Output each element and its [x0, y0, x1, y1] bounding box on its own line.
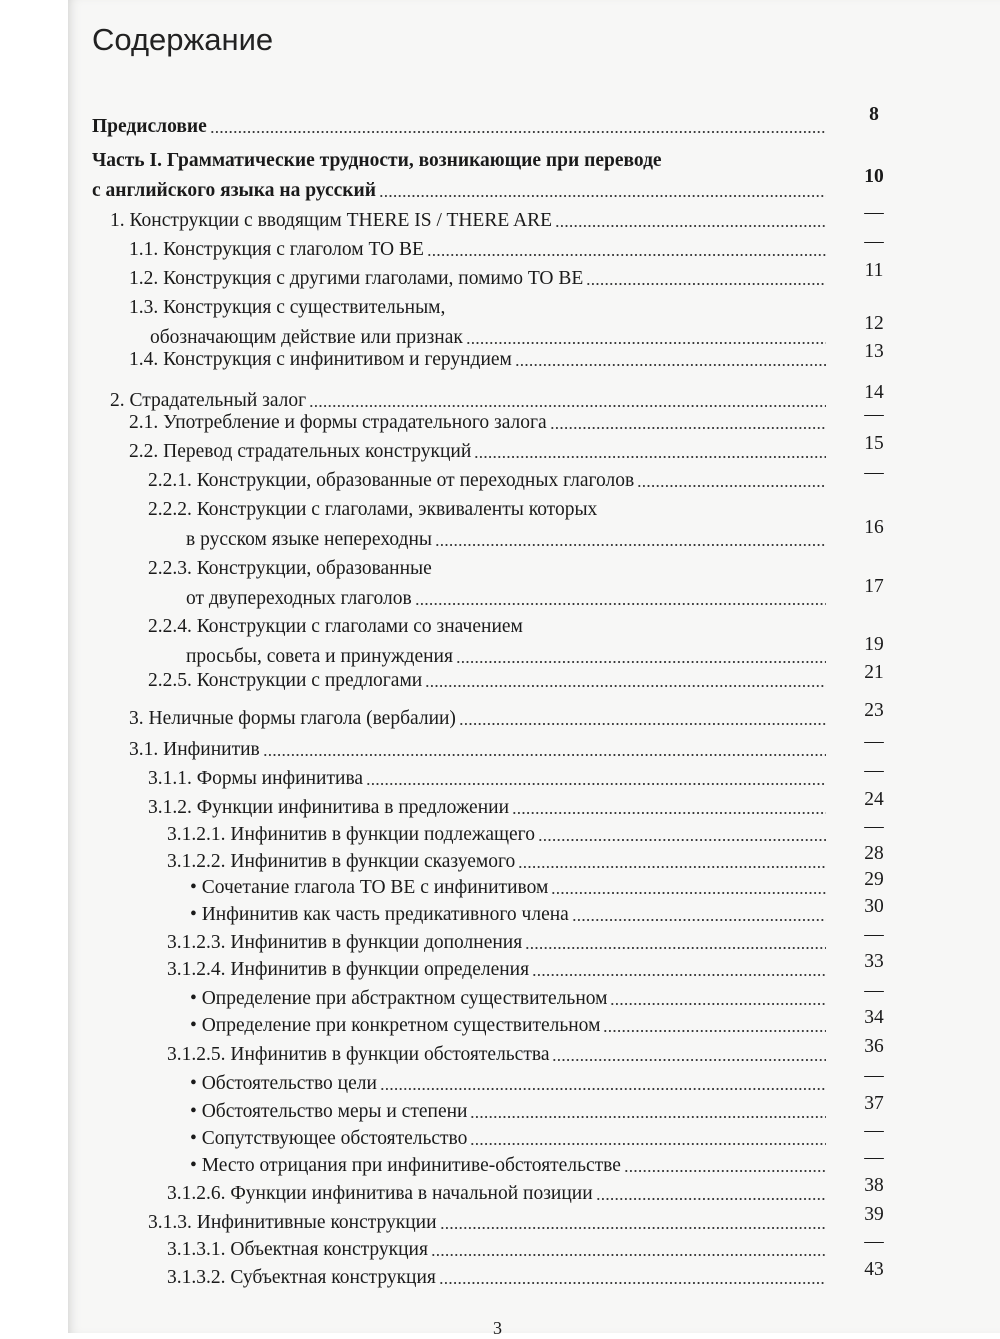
toc-entry-line — [190, 1099, 826, 1125]
toc-entry-line — [129, 237, 826, 263]
toc-page-number: — — [864, 462, 884, 483]
toc-entry-title: • Определение при абстрактном существительном — [190, 988, 608, 1009]
toc-entry-title: просьбы, совета и принуждения — [186, 646, 453, 667]
dot-leader — [555, 224, 826, 228]
dot-leader — [624, 1169, 826, 1173]
toc-entry-title: от двупереходных глаголов — [186, 588, 412, 609]
dot-leader — [366, 782, 826, 786]
toc-entry-line — [129, 737, 826, 763]
toc-page-number: — — [864, 1065, 884, 1086]
toc-page-number: 23 — [864, 700, 884, 721]
toc-entry-title: • Место отрицания при инфинитиве-обстоятельстве — [190, 1155, 621, 1176]
toc-entry-line — [190, 1071, 826, 1097]
footer-page-number: 3 — [493, 1318, 502, 1338]
toc-entry-line — [186, 586, 826, 612]
toc-entry-title: 1.4. Конструкция с инфинитивом и герундием — [129, 349, 512, 370]
dot-leader — [427, 253, 826, 257]
toc-page-number: 12 — [864, 313, 884, 334]
toc-entry-line — [92, 178, 826, 204]
toc-entry-line — [92, 114, 826, 140]
toc-entry-title: • Сопутствующее обстоятельство — [190, 1128, 468, 1149]
toc-entry-line — [190, 902, 826, 928]
toc-entry-title: 3.1.2.1. Инфинитив в функции подлежащего — [167, 824, 535, 845]
dot-leader — [538, 838, 826, 842]
dot-leader — [512, 811, 826, 815]
toc-page-number: 28 — [864, 843, 884, 864]
toc-entry-title: 2.2. Перевод страдательных конструкций — [129, 441, 472, 462]
toc-entry-line — [110, 208, 826, 234]
toc-entry-title: 3.1.3. Инфинитивные конструкции — [148, 1212, 437, 1233]
toc-page-number: 43 — [864, 1259, 884, 1280]
toc-page-number: 17 — [864, 576, 884, 597]
dot-leader — [474, 455, 826, 459]
toc-entry-title: 3.1.2.5. Инфинитив в функции обстоятельства — [167, 1044, 550, 1065]
toc-page-number: 38 — [864, 1175, 884, 1196]
toc-page-number: — — [864, 816, 884, 837]
toc-entry-line — [186, 644, 826, 670]
toc-entry-line — [129, 410, 826, 436]
dot-leader — [440, 1226, 826, 1230]
dot-leader — [515, 363, 826, 367]
dot-leader — [551, 891, 826, 895]
toc-page-number: — — [864, 202, 884, 223]
toc-entry-title: 3.1. Инфинитив — [129, 739, 260, 760]
toc-entry-line — [167, 849, 826, 875]
toc-entry-line — [190, 875, 826, 901]
dot-leader — [459, 722, 826, 726]
toc-entry-title-line1: Часть I. Грамматические трудности, возникающие при переводе — [92, 150, 662, 171]
dot-leader — [586, 282, 826, 286]
toc-entry-line — [167, 822, 826, 848]
toc-page-number: 11 — [864, 260, 884, 281]
toc-page-number: 29 — [864, 869, 884, 890]
toc-page-number: 24 — [864, 789, 884, 810]
toc-entry-title: 3.1.2.3. Инфинитив в функции дополнения — [167, 932, 523, 953]
toc-entry-line — [148, 795, 826, 821]
dot-leader — [532, 973, 826, 977]
toc-page-number: 16 — [864, 517, 884, 538]
toc-page-number: 14 — [864, 382, 884, 403]
dot-leader — [552, 1058, 826, 1062]
toc-page-number: 34 — [864, 1007, 884, 1028]
toc-entry-title: с английского языка на русский — [92, 180, 376, 201]
page-title: Содержание — [92, 22, 274, 57]
toc-entry-line — [167, 1265, 826, 1291]
toc-entry-line — [129, 439, 826, 465]
toc-entry-line — [148, 668, 826, 694]
toc-entry-title: • Сочетание глагола TO BE с инфинитивом — [190, 877, 549, 898]
toc-entry-line — [167, 957, 826, 983]
dot-leader — [596, 1197, 826, 1201]
toc-entry-title: 3.1.3.2. Субъектная конструкция — [167, 1267, 436, 1288]
dot-leader — [379, 194, 826, 198]
toc-entry-line — [167, 1237, 826, 1263]
toc-entry-title: 3.1.3.1. Объектная конструкция — [167, 1239, 428, 1260]
dot-leader — [518, 865, 826, 869]
toc-entry-line — [129, 347, 826, 373]
toc-entry-line — [148, 766, 826, 792]
toc-entry-title-line1: 1.3. Конструкция с существительным, — [129, 297, 446, 318]
dot-leader — [439, 1281, 826, 1285]
toc-entry-line — [129, 266, 826, 292]
toc-entry-title: 2.2.1. Конструкции, образованные от переходных глаголов — [148, 470, 635, 491]
toc-entry-title: 2.1. Употребление и формы страдательного залога — [129, 412, 547, 433]
toc-entry-line — [148, 468, 826, 494]
toc-page-number: — — [864, 924, 884, 945]
dot-leader — [456, 660, 826, 664]
toc-entry-title: • Определение при конкретном существительном — [190, 1015, 601, 1036]
toc-entry-title: в русском языке непереходны — [186, 529, 432, 550]
dot-leader — [572, 918, 826, 922]
toc-entry-line — [167, 1181, 826, 1207]
toc-page-number: — — [864, 1120, 884, 1141]
toc-page-number: — — [864, 1147, 884, 1168]
toc-page-number: 33 — [864, 951, 884, 972]
toc-page-number: 39 — [864, 1204, 884, 1225]
dot-leader — [470, 1142, 826, 1146]
toc-entry-title: • Обстоятельство меры и степени — [190, 1101, 468, 1122]
dot-leader — [431, 1253, 826, 1257]
toc-entry-title: 2. Страдательный залог — [110, 390, 307, 411]
toc-entry-line — [167, 1042, 826, 1068]
toc-page-number: 8 — [869, 104, 879, 125]
toc-page-number: — — [864, 404, 884, 425]
dot-leader — [466, 341, 826, 345]
toc-entry-title: 3. Неличные формы глагола (вербалии) — [129, 708, 456, 729]
dot-leader — [610, 1002, 826, 1006]
toc-entry-title-line1: 2.2.2. Конструкции с глаголами, эквиваленты которых — [148, 499, 598, 520]
toc-entry-title: 3.1.2.4. Инфинитив в функции определения — [167, 959, 530, 980]
toc-entry-title-line1: 2.2.4. Конструкции с глаголами со значением — [148, 616, 523, 637]
toc-page-number: — — [864, 980, 884, 1001]
toc-entry-title: 2.2.5. Конструкции с предлогами — [148, 670, 423, 691]
toc-page-number: 36 — [864, 1036, 884, 1057]
toc-entry-line — [190, 1126, 826, 1152]
toc-entry-line — [190, 1153, 826, 1179]
toc-entry-line — [148, 1210, 826, 1236]
toc-page-number: — — [864, 1231, 884, 1252]
toc-page-number: 19 — [864, 634, 884, 655]
dot-leader — [470, 1115, 826, 1119]
toc-page-number: — — [864, 760, 884, 781]
toc-entry-title: 3.1.2.6. Функции инфинитива в начальной позиции — [167, 1183, 593, 1204]
toc-page-number: — — [864, 231, 884, 252]
toc-entry-title: 1.1. Конструкция с глаголом TO BE — [129, 239, 424, 260]
dot-leader — [210, 130, 826, 134]
toc-entry-line — [190, 1013, 826, 1039]
toc-entry-line — [167, 930, 826, 956]
dot-leader — [415, 602, 826, 606]
toc-entry-line — [190, 986, 826, 1012]
toc-entry-title: обозначающим действие или признак — [150, 327, 463, 348]
dot-leader — [263, 753, 826, 757]
dot-leader — [380, 1087, 826, 1091]
toc-page-number: 37 — [864, 1093, 884, 1114]
toc-page-number: 13 — [864, 341, 884, 362]
toc-entry-title: 1. Конструкции с вводящим THERE IS / THERE ARE — [110, 210, 553, 231]
toc-entry-title: 1.2. Конструкция с другими глаголами, помимо TO BE — [129, 268, 584, 289]
toc-entry-title-line1: 2.2.3. Конструкции, образованные — [148, 558, 432, 579]
toc-page-number: 15 — [864, 433, 884, 454]
dot-leader — [603, 1029, 826, 1033]
toc-page-number: 21 — [864, 662, 884, 683]
dot-leader — [525, 946, 826, 950]
dot-leader — [637, 484, 826, 488]
toc-entry-title: 3.1.1. Формы инфинитива — [148, 768, 364, 789]
toc-entry-title: Предисловие — [92, 116, 207, 137]
toc-entry-line — [186, 527, 826, 553]
dot-leader — [309, 404, 826, 408]
toc-page-number: 30 — [864, 896, 884, 917]
dot-leader — [425, 684, 826, 688]
toc-entry-title: • Инфинитив как часть предикативного члена — [190, 904, 569, 925]
dot-leader — [550, 426, 826, 430]
toc-entry-line — [129, 706, 826, 732]
toc-entry-title: • Обстоятельство цели — [190, 1073, 377, 1094]
toc-page-number: 10 — [864, 166, 884, 187]
toc-entry-title: 3.1.2.2. Инфинитив в функции сказуемого — [167, 851, 516, 872]
dot-leader — [435, 543, 826, 547]
toc-page-number: — — [864, 731, 884, 752]
toc-entry-title: 3.1.2. Функции инфинитива в предложении — [148, 797, 510, 818]
